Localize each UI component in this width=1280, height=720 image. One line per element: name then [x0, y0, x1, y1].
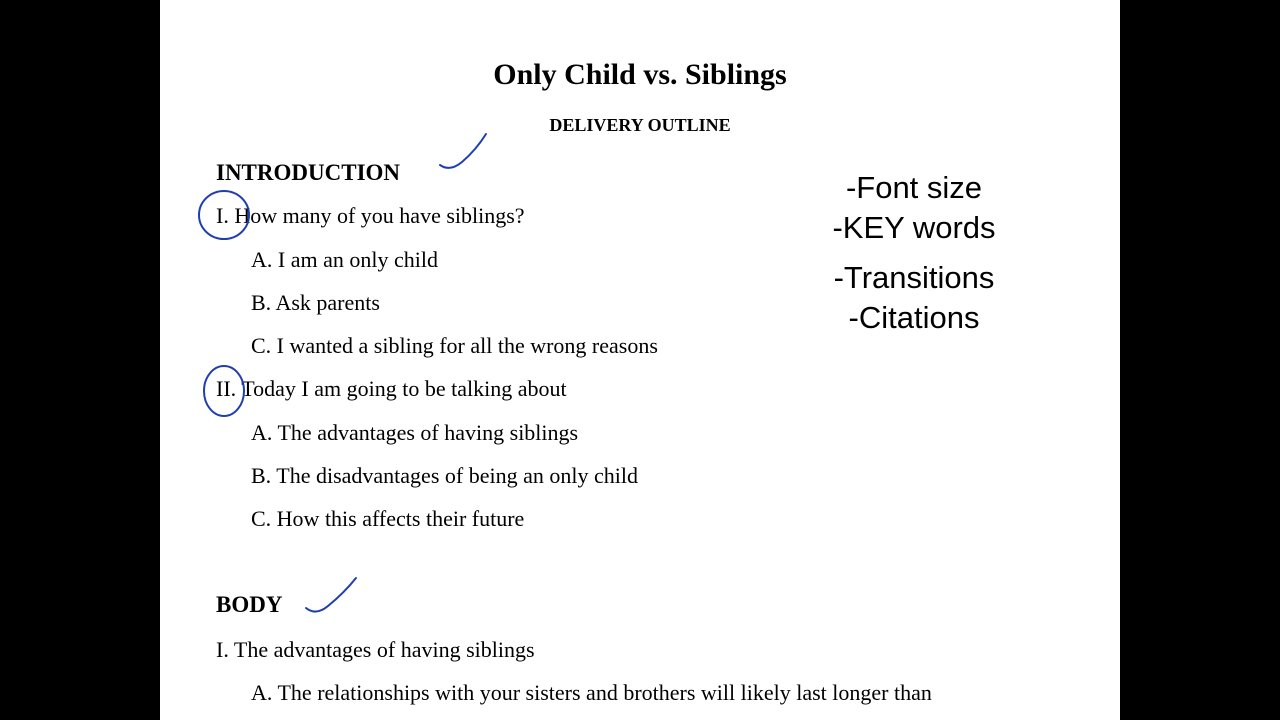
document-page: [160, 0, 1120, 720]
body-heading: BODY: [216, 592, 283, 617]
intro-point-1-a: A. I am an only child: [251, 247, 438, 272]
body-point-1: I. The advantages of having siblings: [216, 637, 535, 662]
intro-point-2-c: C. How this affects their future: [251, 506, 525, 531]
document-subtitle: DELIVERY OUTLINE: [549, 115, 731, 135]
note-transitions: -Transitions: [833, 260, 995, 295]
document-title: Only Child vs. Siblings: [493, 58, 787, 91]
note-key-words: -KEY words: [832, 210, 996, 245]
body-point-1-a: A. The relationships with your sisters and brothers will likely last longer than: [251, 680, 932, 705]
note-citations: -Citations: [848, 300, 980, 335]
note-font-size: -Font size: [845, 170, 983, 205]
body-checkmark: [306, 578, 356, 612]
intro-point-2: II. Today I am going to be talking about: [216, 376, 567, 401]
intro-point-1-b: B. Ask parents: [251, 290, 380, 315]
ink-annotations: [160, 0, 1120, 720]
intro-point-1-c: C. I wanted a sibling for all the wrong reasons: [251, 333, 658, 358]
introduction-heading: INTRODUCTION: [216, 160, 401, 185]
handwritten-notes: [820, 168, 1008, 338]
intro-point-2-b: B. The disadvantages of being an only child: [251, 463, 638, 488]
intro-checkmark: [440, 134, 486, 168]
intro-point-1: I. How many of you have siblings?: [216, 203, 525, 228]
intro-point-2-a: A. The advantages of having siblings: [251, 420, 579, 445]
